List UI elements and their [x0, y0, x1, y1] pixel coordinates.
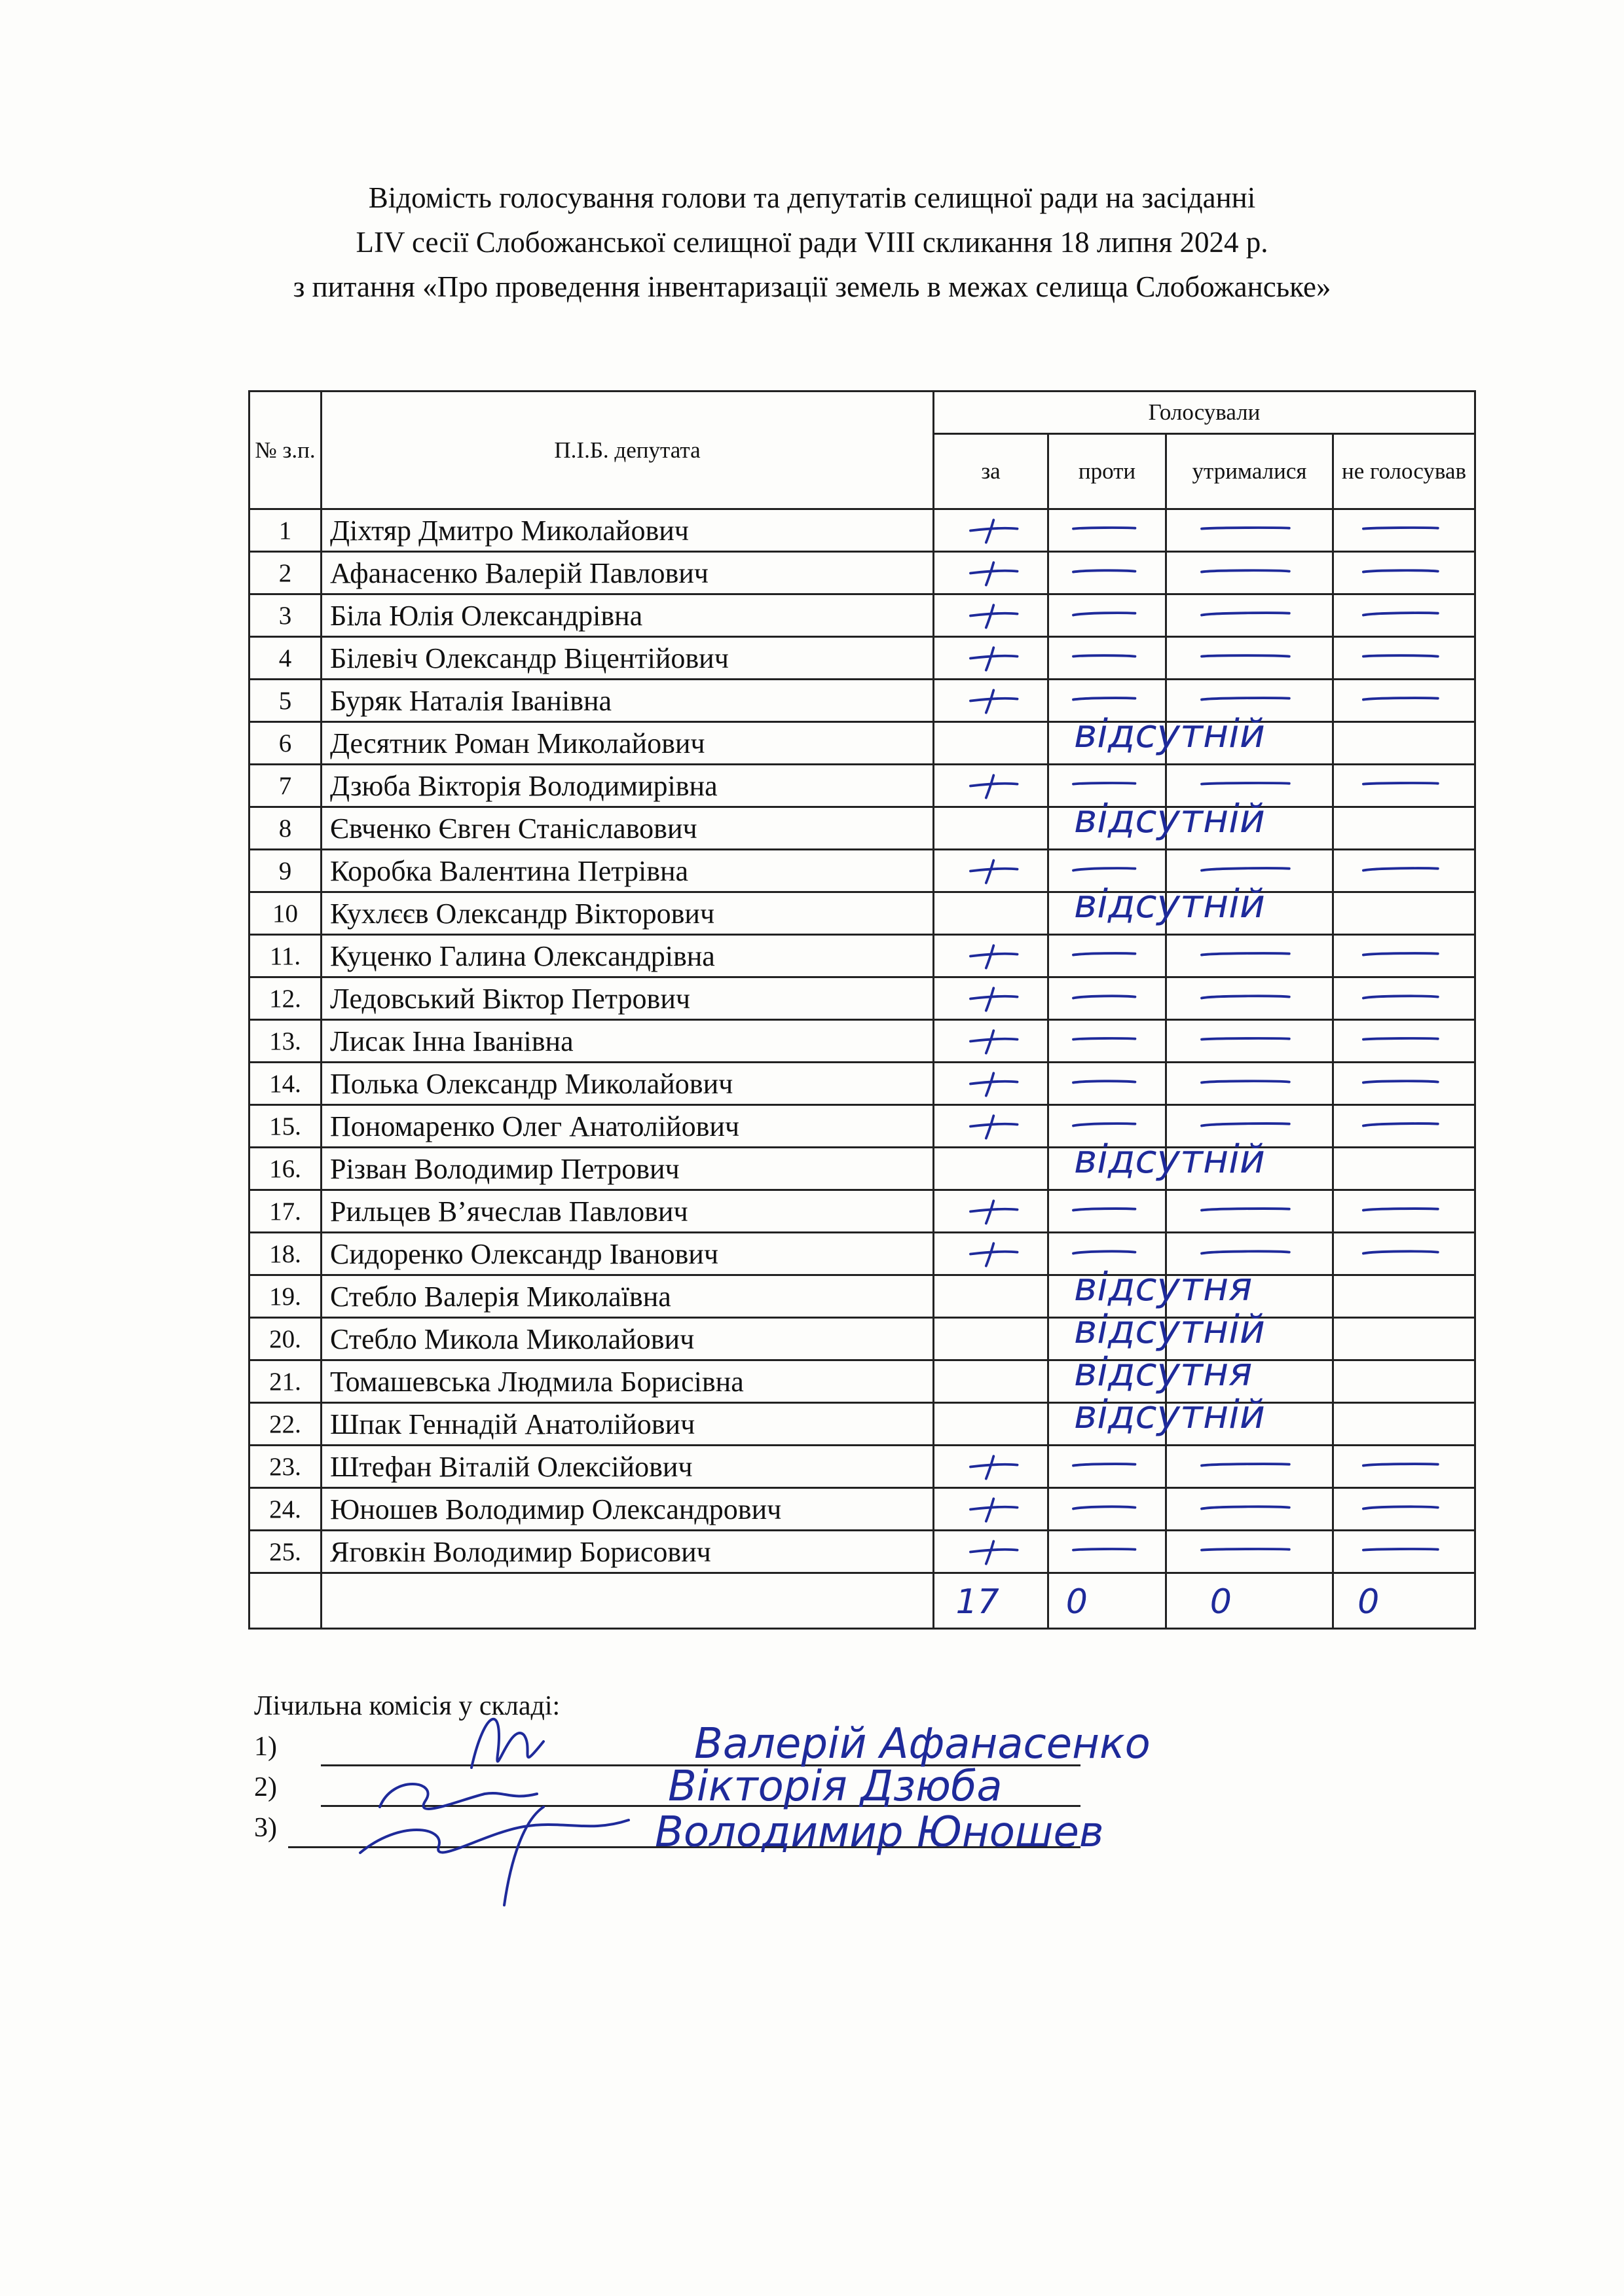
vote-against-mark	[1048, 552, 1166, 594]
row-number: 14.	[249, 1063, 322, 1105]
header-voted: Голосували	[934, 392, 1475, 434]
deputy-name: Кухлєєв Олександр Вікторович	[322, 892, 934, 935]
row-number: 9	[249, 850, 322, 892]
total-against	[1048, 1573, 1166, 1629]
vote-for-mark	[934, 1403, 1048, 1446]
deputy-name: Дзюба Вікторія Володимирівна	[322, 765, 934, 807]
vote-for-mark	[934, 765, 1048, 807]
table-row	[249, 1190, 1475, 1233]
table-row	[249, 509, 1475, 552]
row-number: 2	[249, 552, 322, 594]
deputy-name: Діхтяр Дмитро Миколайович	[322, 509, 934, 552]
signature-name-1: Валерій Афанасенко	[694, 1720, 1151, 1768]
vote-for-mark	[934, 594, 1048, 637]
svg-text:відсутня: відсутня	[1074, 1349, 1253, 1395]
vote-abstain-mark	[1166, 637, 1333, 680]
vote-not-voted-mark	[1333, 1190, 1475, 1233]
row-number: 18.	[249, 1233, 322, 1275]
absent-note	[1061, 794, 1414, 847]
vote-for-mark	[934, 1020, 1048, 1063]
row-number: 4	[249, 637, 322, 680]
deputy-name: Куценко Галина Олександрівна	[322, 935, 934, 977]
vote-for-mark	[934, 1488, 1048, 1531]
deputy-name: Ледовський Віктор Петрович	[322, 977, 934, 1020]
document-title	[0, 175, 1624, 309]
vote-abstain-mark	[1166, 1531, 1333, 1573]
vote-not-voted-mark	[1333, 935, 1475, 977]
svg-text:0: 0	[1357, 1582, 1380, 1622]
deputy-name: Сидоренко Олександр Іванович	[322, 1233, 934, 1275]
vote-for-mark	[934, 1275, 1048, 1318]
row-number: 25.	[249, 1531, 322, 1573]
vote-abstain-mark	[1166, 594, 1333, 637]
vote-for-mark	[934, 850, 1048, 892]
table-row	[249, 1063, 1475, 1105]
deputy-name: Лисак Інна Іванівна	[322, 1020, 934, 1063]
vote-against-mark	[1048, 1446, 1166, 1488]
vote-against-mark	[1048, 977, 1166, 1020]
deputy-name: Афанасенко Валерій Павлович	[322, 552, 934, 594]
table-row	[249, 1446, 1475, 1488]
svg-text:відсутній: відсутній	[1074, 711, 1265, 757]
vote-against-mark	[1048, 1488, 1166, 1531]
row-number: 20.	[249, 1318, 322, 1360]
vote-not-voted-mark	[1333, 552, 1475, 594]
signature-name-3: Володимир Юношев	[655, 1808, 1104, 1857]
vote-for-mark	[934, 977, 1048, 1020]
vote-against-mark	[1048, 594, 1166, 637]
row-number: 15.	[249, 1105, 322, 1148]
vote-for-mark	[934, 1148, 1048, 1190]
svg-text:відсутній: відсутній	[1074, 796, 1265, 842]
totals-row	[249, 1573, 1475, 1629]
vote-for-mark	[934, 1531, 1048, 1573]
deputy-name: Штефан Віталій Олексійович	[322, 1446, 934, 1488]
total-abstain	[1166, 1573, 1333, 1629]
vote-for-mark	[934, 1360, 1048, 1403]
vote-for-mark	[934, 680, 1048, 722]
total-for	[934, 1573, 1048, 1629]
vote-abstain-mark	[1166, 552, 1333, 594]
vote-abstain-mark	[1166, 977, 1333, 1020]
table-row	[249, 1488, 1475, 1531]
row-number: 22.	[249, 1403, 322, 1446]
deputy-name: Різван Володимир Петрович	[322, 1148, 934, 1190]
commission-item-2: 2)	[254, 1772, 277, 1802]
header-against: проти	[1048, 434, 1166, 509]
total-not-voted	[1333, 1573, 1475, 1629]
absent-note	[1061, 879, 1414, 932]
vote-abstain-mark	[1166, 1488, 1333, 1531]
deputy-name: Біла Юлія Олександрівна	[322, 594, 934, 637]
svg-text:0: 0	[1209, 1582, 1232, 1622]
vote-for-mark	[934, 892, 1048, 935]
row-number: 12.	[249, 977, 322, 1020]
deputy-name: Десятник Роман Миколайович	[322, 722, 934, 765]
row-number: 6	[249, 722, 322, 765]
row-number: 1	[249, 509, 322, 552]
vote-not-voted-mark	[1333, 509, 1475, 552]
row-number: 3	[249, 594, 322, 637]
svg-text:відсутня: відсутня	[1074, 1264, 1253, 1310]
row-number: 7	[249, 765, 322, 807]
absent-note	[1061, 1390, 1414, 1442]
header-name: П.І.Б. депутата	[322, 392, 934, 509]
vote-not-voted-mark	[1333, 1020, 1475, 1063]
vote-for-mark	[934, 1105, 1048, 1148]
header-for: за	[934, 434, 1048, 509]
vote-abstain-mark	[1166, 1190, 1333, 1233]
vote-not-voted-mark	[1333, 594, 1475, 637]
commission-label: Лічильна комісія у складі:	[254, 1691, 561, 1721]
vote-not-voted-mark	[1333, 1063, 1475, 1105]
vote-against-mark	[1048, 1020, 1166, 1063]
deputy-name: Буряк Наталія Іванівна	[322, 680, 934, 722]
row-number: 19.	[249, 1275, 322, 1318]
row-number: 11.	[249, 935, 322, 977]
vote-against-mark	[1048, 935, 1166, 977]
row-number: 24.	[249, 1488, 322, 1531]
vote-for-mark	[934, 935, 1048, 977]
deputy-name: Юношев Володимир Олександрович	[322, 1488, 934, 1531]
table-row	[249, 1531, 1475, 1573]
svg-text:відсутній: відсутній	[1074, 1137, 1265, 1182]
vote-for-mark	[934, 509, 1048, 552]
vote-for-mark	[934, 1063, 1048, 1105]
row-number: 10	[249, 892, 322, 935]
row-number: 8	[249, 807, 322, 850]
vote-abstain-mark	[1166, 935, 1333, 977]
row-number: 5	[249, 680, 322, 722]
vote-for-mark	[934, 1318, 1048, 1360]
vote-for-mark	[934, 1446, 1048, 1488]
signature-name-2: Вікторія Дзюба	[668, 1762, 1003, 1811]
svg-text:відсутній: відсутній	[1074, 881, 1265, 927]
title-line-3: з питання «Про проведення інвентаризації земель в межах селища Слобожанське»	[293, 270, 1331, 303]
header-abstain: утрималися	[1166, 434, 1333, 509]
vote-for-mark	[934, 1233, 1048, 1275]
vote-not-voted-mark	[1333, 1446, 1475, 1488]
row-number: 23.	[249, 1446, 322, 1488]
deputy-name: Стебло Микола Миколайович	[322, 1318, 934, 1360]
table-row	[249, 1020, 1475, 1063]
absent-note	[1061, 709, 1414, 761]
svg-text:17: 17	[955, 1582, 999, 1622]
header-number: № з.п.	[249, 392, 322, 509]
handwritten-signatures	[288, 1696, 1310, 1912]
vote-against-mark	[1048, 637, 1166, 680]
svg-text:відсутній: відсутній	[1074, 1392, 1265, 1438]
title-line-2: LIV сесії Слобожанської селищної ради VIII скликання 18 липня 2024 р.	[356, 226, 1268, 259]
vote-not-voted-mark	[1333, 1531, 1475, 1573]
deputy-name: Стебло Валерія Миколаївна	[322, 1275, 934, 1318]
deputy-name: Білевіч Олександр Віцентійович	[322, 637, 934, 680]
row-number: 13.	[249, 1020, 322, 1063]
vote-for-mark	[934, 807, 1048, 850]
table-row	[249, 552, 1475, 594]
vote-abstain-mark	[1166, 1063, 1333, 1105]
title-line-1: Відомість голосування голови та депутатів селищної ради на засіданні	[368, 181, 1256, 214]
table-row	[249, 935, 1475, 977]
vote-against-mark	[1048, 1190, 1166, 1233]
vote-not-voted-mark	[1333, 977, 1475, 1020]
vote-abstain-mark	[1166, 509, 1333, 552]
table-row	[249, 637, 1475, 680]
vote-not-voted-mark	[1333, 637, 1475, 680]
deputy-name: Яговкін Володимир Борисович	[322, 1531, 934, 1573]
vote-not-voted-mark	[1333, 1488, 1475, 1531]
deputy-name: Рильцев В’ячеслав Павлович	[322, 1190, 934, 1233]
totals-empty-name	[322, 1573, 934, 1629]
totals-empty-num	[249, 1573, 322, 1629]
voting-table	[248, 390, 1476, 1630]
vote-for-mark	[934, 637, 1048, 680]
header-not-voted: не голосував	[1333, 434, 1475, 509]
vote-for-mark	[934, 552, 1048, 594]
commission-item-1: 1)	[254, 1732, 277, 1762]
deputy-name: Шпак Геннадій Анатолійович	[322, 1403, 934, 1446]
vote-abstain-mark	[1166, 1020, 1333, 1063]
deputy-name: Томашевська Людмила Борисівна	[322, 1360, 934, 1403]
table-row	[249, 977, 1475, 1020]
row-number: 17.	[249, 1190, 322, 1233]
table-row	[249, 594, 1475, 637]
svg-text:0: 0	[1065, 1582, 1088, 1622]
absent-note	[1061, 1135, 1414, 1187]
vote-against-mark	[1048, 1063, 1166, 1105]
vote-abstain-mark	[1166, 1446, 1333, 1488]
vote-for-mark	[934, 1190, 1048, 1233]
row-number: 21.	[249, 1360, 322, 1403]
deputy-name: Пономаренко Олег Анатолійович	[322, 1105, 934, 1148]
vote-against-mark	[1048, 1531, 1166, 1573]
vote-for-mark	[934, 722, 1048, 765]
deputy-name: Полька Олександр Миколайович	[322, 1063, 934, 1105]
deputy-name: Коробка Валентина Петрівна	[322, 850, 934, 892]
svg-text:відсутній: відсутній	[1074, 1307, 1265, 1353]
deputy-name: Євченко Євген Станіславович	[322, 807, 934, 850]
vote-against-mark	[1048, 509, 1166, 552]
commission-item-3: 3)	[254, 1813, 277, 1843]
row-number: 16.	[249, 1148, 322, 1190]
